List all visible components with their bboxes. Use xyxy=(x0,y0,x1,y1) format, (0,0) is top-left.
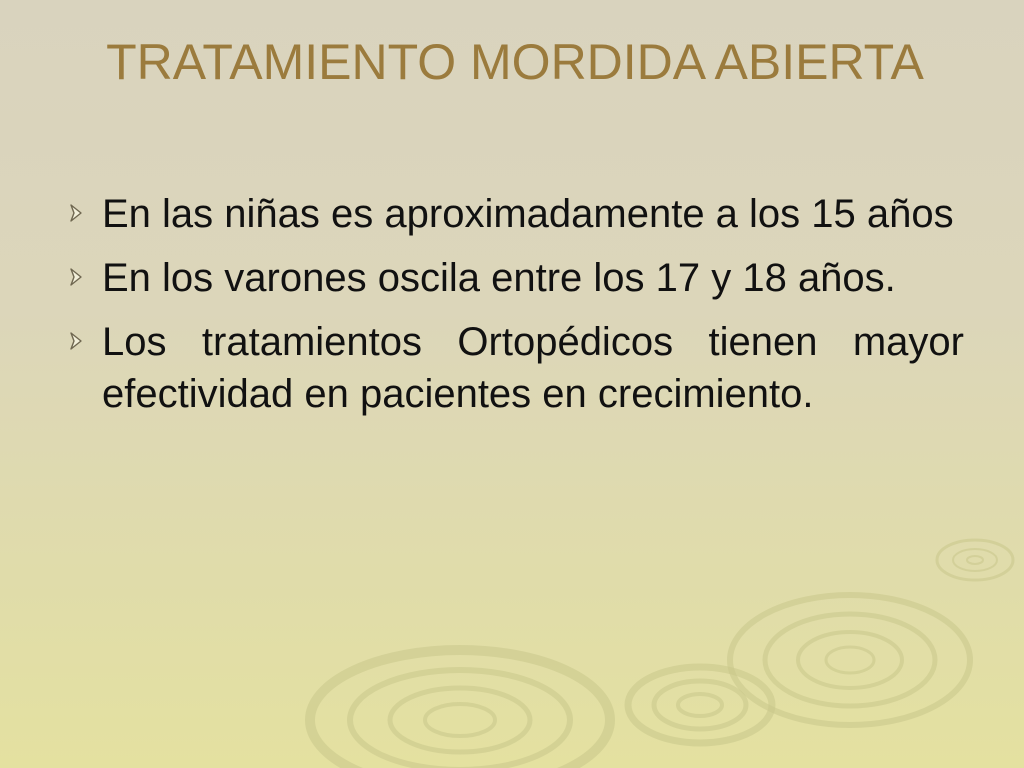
bullet-text: En los varones oscila entre los 17 y 18 años. xyxy=(102,256,896,300)
bullet-item xyxy=(62,252,964,304)
bullet-text: Los tratamientos Ortopédicos tienen mayor efectividad en pacientes en crecimiento. xyxy=(102,320,964,416)
bullet-item xyxy=(62,188,964,240)
arrow-bullet-icon xyxy=(66,203,86,223)
slide-title: TRATAMIENTO MORDIDA ABIERTA xyxy=(106,34,924,90)
arrow-bullet-icon xyxy=(66,331,86,351)
bullet-list xyxy=(62,188,964,432)
bullet-text: En las niñas es aproximadamente a los 15 años xyxy=(102,192,954,236)
arrow-bullet-icon xyxy=(66,267,86,287)
bullet-item xyxy=(62,316,964,420)
